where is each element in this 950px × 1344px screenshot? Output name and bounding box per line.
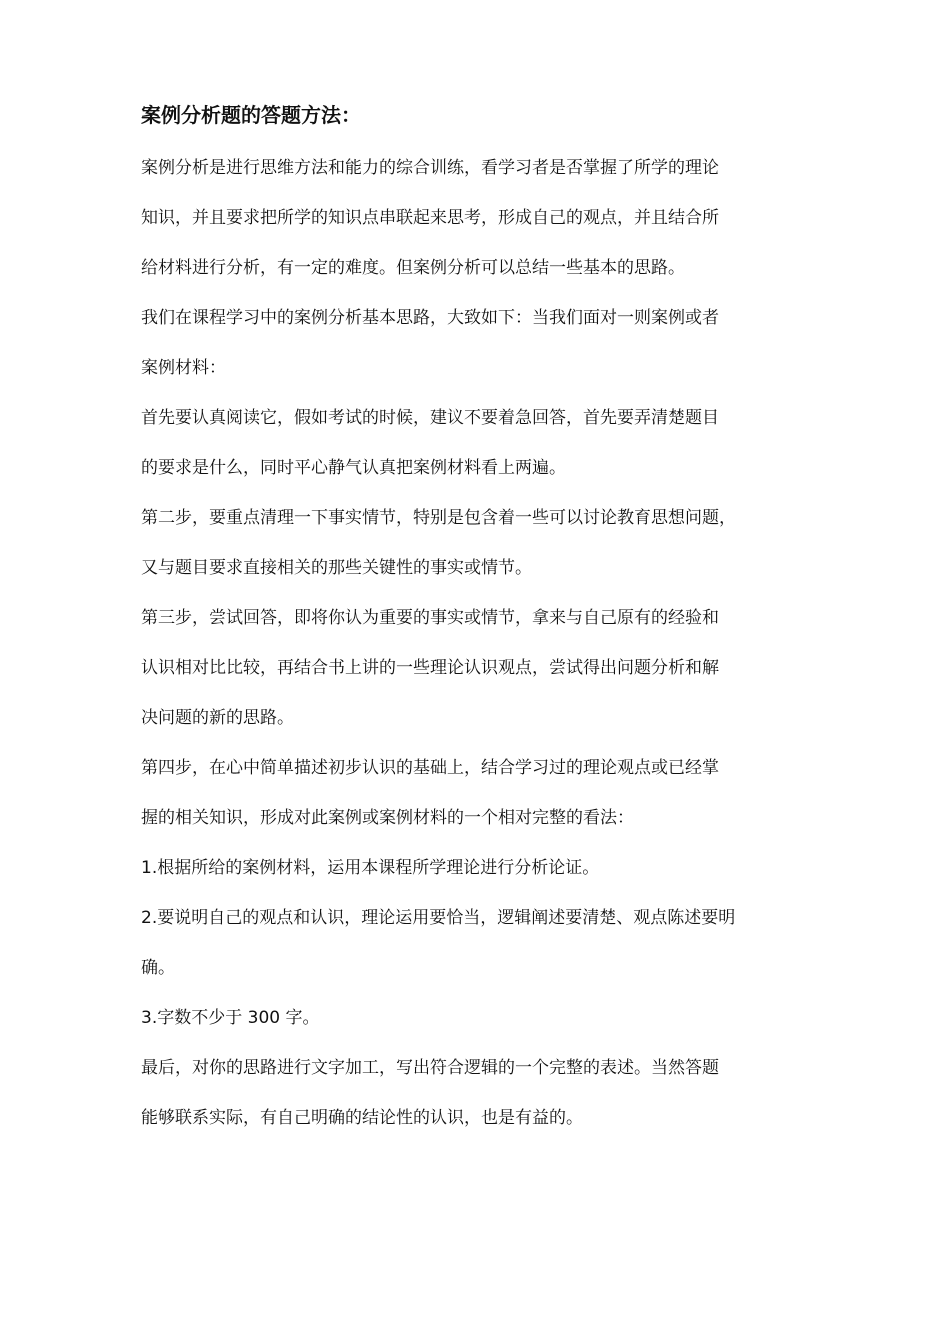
paragraph-line: 首先要认真阅读它，假如考试的时候，建议不要着急回答，首先要弄清楚题目	[141, 408, 719, 428]
paragraph-line: 我们在课程学习中的案例分析基本思路，大致如下：当我们面对一则案例或者	[141, 308, 719, 328]
paragraph-line: 又与题目要求直接相关的那些关键性的事实或情节。	[141, 558, 532, 578]
paragraph-line: 案例分析是进行思维方法和能力的综合训练，看学习者是否掌握了所学的理论	[141, 158, 719, 178]
list-item-2	[141, 893, 813, 993]
document-title: 案例分析题的答题方法：	[141, 103, 361, 127]
list-item-1	[141, 843, 813, 893]
paragraph-final	[141, 1043, 813, 1143]
paragraph-line: 确。	[141, 958, 175, 978]
paragraph-line: 1.根据所给的案例材料，运用本课程所学理论进行分析论证。	[141, 858, 600, 878]
paragraph-step-one	[141, 393, 813, 493]
paragraph-line: 认识相对比比较，再结合书上讲的一些理论认识观点，尝试得出问题分析和解	[141, 658, 719, 678]
paragraph-line: 2.要说明自己的观点和认识，理论运用要恰当，逻辑阐述要清楚、观点陈述要明	[141, 908, 736, 928]
paragraph-line: 3.字数不少于 300 字。	[141, 1008, 320, 1028]
paragraph-line: 知识，并且要求把所学的知识点串联起来思考，形成自己的观点，并且结合所	[141, 208, 719, 228]
paragraph-line: 给材料进行分析，有一定的难度。但案例分析可以总结一些基本的思路。	[141, 258, 685, 278]
paragraph-step-three	[141, 593, 813, 743]
paragraph-line: 第三步，尝试回答，即将你认为重要的事实或情节，拿来与自己原有的经验和	[141, 608, 719, 628]
paragraph-step-two	[141, 493, 813, 593]
paragraph-line: 的要求是什么，同时平心静气认真把案例材料看上两遍。	[141, 458, 566, 478]
paragraph-line: 第二步，要重点清理一下事实情节，特别是包含着一些可以讨论教育思想问题，	[141, 508, 736, 528]
paragraph-approach	[141, 293, 813, 393]
list-item-3	[141, 993, 813, 1043]
paragraph-line: 案例材料：	[141, 358, 226, 378]
paragraph-line: 握的相关知识，形成对此案例或案例材料的一个相对完整的看法：	[141, 808, 634, 828]
paragraph-line: 决问题的新的思路。	[141, 708, 294, 728]
paragraph-line: 能够联系实际，有自己明确的结论性的认识，也是有益的。	[141, 1108, 583, 1128]
paragraph-line: 第四步，在心中简单描述初步认识的基础上，结合学习过的理论观点或已经掌	[141, 758, 719, 778]
paragraph-line: 最后，对你的思路进行文字加工，写出符合逻辑的一个完整的表述。当然答题	[141, 1058, 719, 1078]
paragraph-intro	[141, 143, 813, 293]
document-page	[141, 97, 813, 1143]
paragraph-step-four	[141, 743, 813, 843]
